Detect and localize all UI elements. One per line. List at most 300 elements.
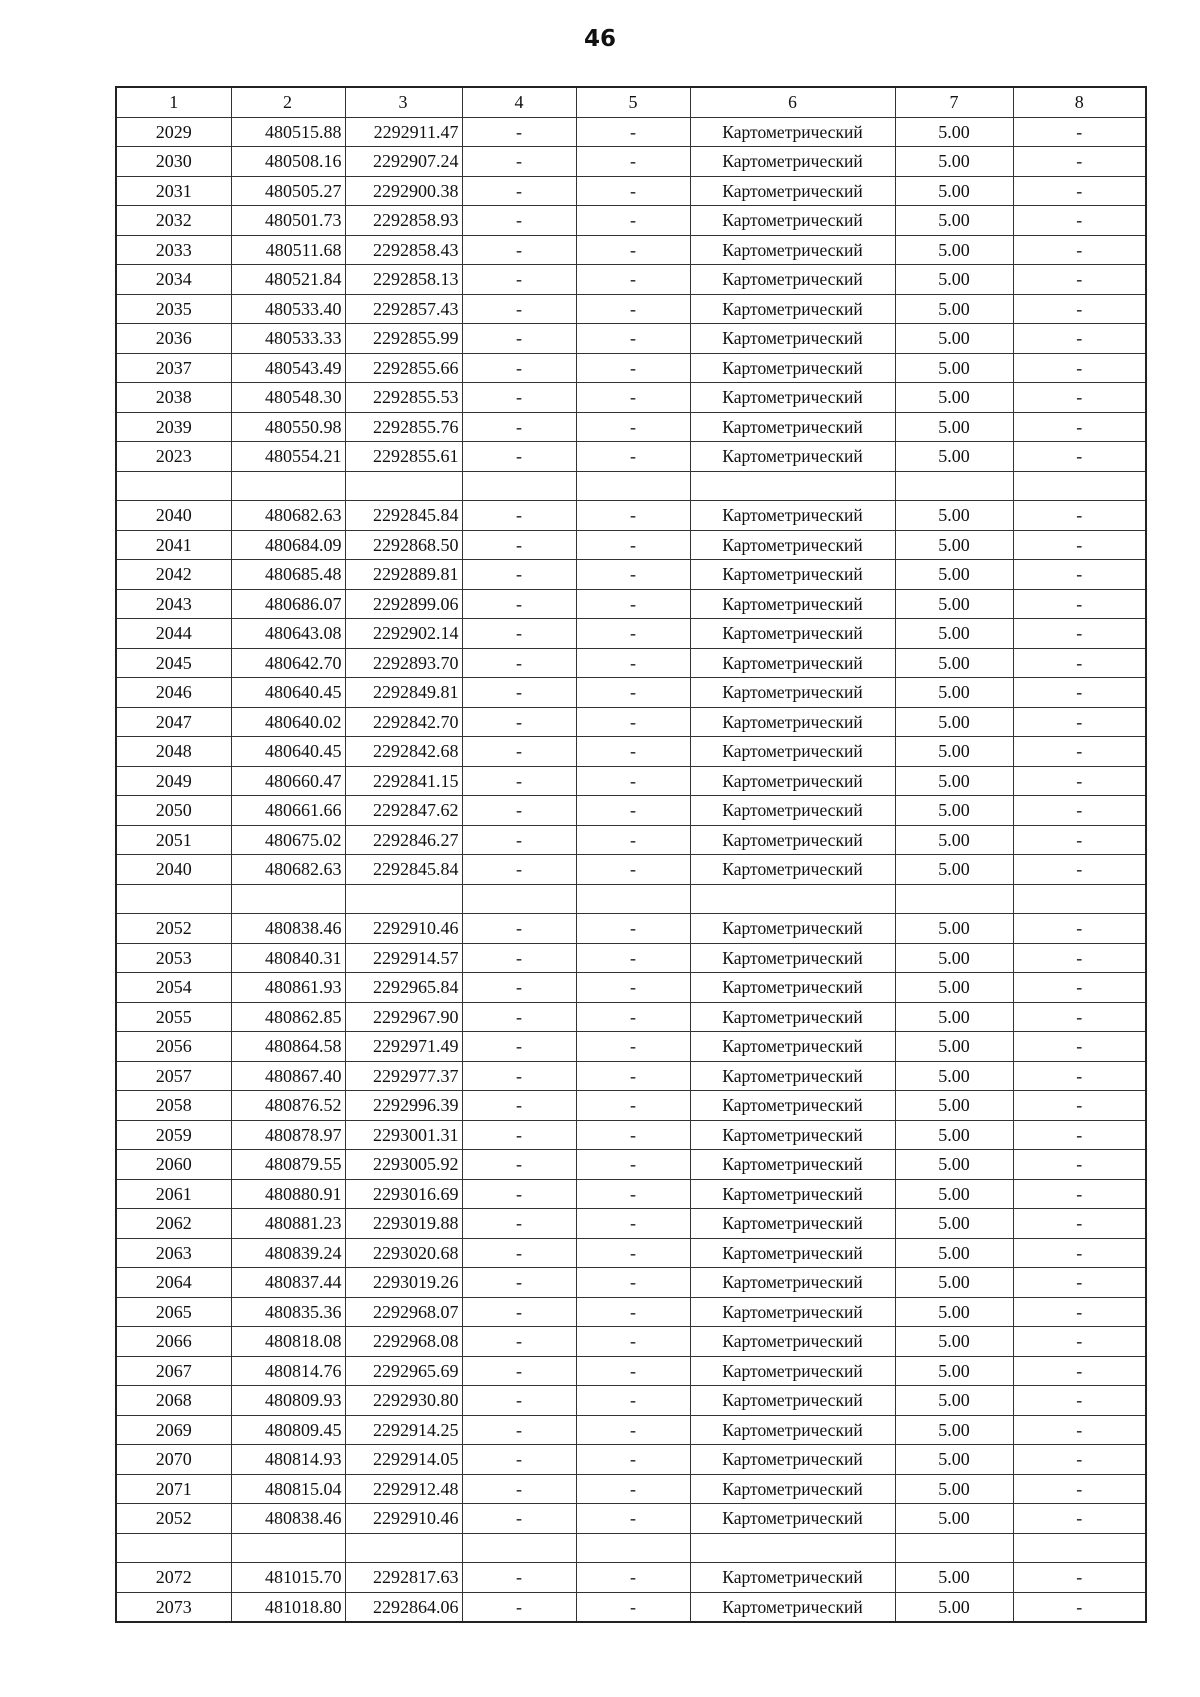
accuracy-cell: 5.00 [895, 1592, 1013, 1622]
col-8-cell: - [1013, 353, 1146, 383]
point-number-cell: 2052 [116, 1504, 231, 1534]
table-row [116, 383, 1146, 413]
point-number-cell: 2072 [116, 1563, 231, 1593]
table-row [116, 1002, 1146, 1032]
method-cell: Картометрический [690, 383, 895, 413]
point-number-cell: 2066 [116, 1327, 231, 1357]
method-cell: Картометрический [690, 914, 895, 944]
col-4-cell: - [462, 265, 576, 295]
accuracy-cell: 5.00 [895, 1563, 1013, 1593]
table-row [116, 1297, 1146, 1327]
table-row [116, 707, 1146, 737]
table-row [116, 1415, 1146, 1445]
accuracy-cell: 5.00 [895, 737, 1013, 767]
accuracy-cell: 5.00 [895, 265, 1013, 295]
table-row [116, 943, 1146, 973]
table-row [116, 1061, 1146, 1091]
accuracy-cell: 5.00 [895, 943, 1013, 973]
y-coordinate-cell: 2292846.27 [345, 825, 462, 855]
col-4-cell: - [462, 914, 576, 944]
col-8-cell: - [1013, 501, 1146, 531]
accuracy-cell: 5.00 [895, 117, 1013, 147]
col-5-cell: - [576, 707, 690, 737]
col-8-cell: - [1013, 825, 1146, 855]
accuracy-cell: 5.00 [895, 707, 1013, 737]
table-row [116, 324, 1146, 354]
point-number-cell: 2073 [116, 1592, 231, 1622]
col-4-cell [462, 884, 576, 914]
y-coordinate-cell: 2293001.31 [345, 1120, 462, 1150]
accuracy-cell: 5.00 [895, 1061, 1013, 1091]
x-coordinate-cell: 480809.93 [231, 1386, 345, 1416]
col-4-cell: - [462, 855, 576, 885]
method-cell: Картометрический [690, 648, 895, 678]
table-row [116, 1356, 1146, 1386]
col-8-cell: - [1013, 1563, 1146, 1593]
method-cell: Картометрический [690, 324, 895, 354]
table-row [116, 973, 1146, 1003]
x-coordinate-cell: 480554.21 [231, 442, 345, 472]
col-8-cell: - [1013, 1179, 1146, 1209]
method-cell: Картометрический [690, 501, 895, 531]
x-coordinate-cell: 480861.93 [231, 973, 345, 1003]
col-5-cell: - [576, 914, 690, 944]
col-4-cell: - [462, 973, 576, 1003]
y-coordinate-cell: 2292965.84 [345, 973, 462, 1003]
y-coordinate-cell: 2292845.84 [345, 501, 462, 531]
col-5-cell: - [576, 383, 690, 413]
accuracy-cell [895, 1533, 1013, 1563]
method-cell: Картометрический [690, 619, 895, 649]
col-4-cell: - [462, 147, 576, 177]
col-4-cell: - [462, 1297, 576, 1327]
x-coordinate-cell: 480881.23 [231, 1209, 345, 1239]
col-4-cell: - [462, 1563, 576, 1593]
col-4-cell: - [462, 943, 576, 973]
method-cell: Картометрический [690, 1209, 895, 1239]
method-cell: Картометрический [690, 796, 895, 826]
x-coordinate-cell [231, 471, 345, 501]
y-coordinate-cell: 2292968.08 [345, 1327, 462, 1357]
y-coordinate-cell: 2292868.50 [345, 530, 462, 560]
method-cell: Картометрический [690, 1327, 895, 1357]
table-row [116, 1120, 1146, 1150]
y-coordinate-cell: 2292967.90 [345, 1002, 462, 1032]
method-cell: Картометрический [690, 442, 895, 472]
x-coordinate-cell: 480548.30 [231, 383, 345, 413]
x-coordinate-cell: 480837.44 [231, 1268, 345, 1298]
y-coordinate-cell: 2292912.48 [345, 1474, 462, 1504]
y-coordinate-cell: 2292855.53 [345, 383, 462, 413]
col-5-cell: - [576, 1179, 690, 1209]
x-coordinate-cell: 480815.04 [231, 1474, 345, 1504]
point-number-cell: 2070 [116, 1445, 231, 1475]
x-coordinate-cell [231, 884, 345, 914]
method-cell: Картометрический [690, 766, 895, 796]
table-row [116, 530, 1146, 560]
col-4-cell: - [462, 648, 576, 678]
y-coordinate-cell: 2292817.63 [345, 1563, 462, 1593]
table-row [116, 235, 1146, 265]
col-4-cell: - [462, 589, 576, 619]
x-coordinate-cell: 480521.84 [231, 265, 345, 295]
table-row [116, 1386, 1146, 1416]
accuracy-cell: 5.00 [895, 412, 1013, 442]
col-4-cell: - [462, 619, 576, 649]
point-number-cell: 2040 [116, 501, 231, 531]
col-4-cell: - [462, 1327, 576, 1357]
accuracy-cell: 5.00 [895, 294, 1013, 324]
point-number-cell: 2035 [116, 294, 231, 324]
col-8-cell: - [1013, 1002, 1146, 1032]
table-row [116, 353, 1146, 383]
method-cell: Картометрический [690, 1474, 895, 1504]
method-cell: Картометрический [690, 1445, 895, 1475]
col-4-cell: - [462, 1032, 576, 1062]
x-coordinate-cell: 480511.68 [231, 235, 345, 265]
col-8-cell: - [1013, 560, 1146, 590]
method-cell: Картометрический [690, 855, 895, 885]
accuracy-cell: 5.00 [895, 796, 1013, 826]
col-4-cell: - [462, 412, 576, 442]
col-8-cell: - [1013, 1592, 1146, 1622]
point-number-cell: 2036 [116, 324, 231, 354]
col-8-cell: - [1013, 619, 1146, 649]
method-cell: Картометрический [690, 973, 895, 1003]
col-5-cell: - [576, 147, 690, 177]
col-8-cell: - [1013, 265, 1146, 295]
x-coordinate-cell: 480840.31 [231, 943, 345, 973]
accuracy-cell: 5.00 [895, 1238, 1013, 1268]
point-number-cell [116, 471, 231, 501]
col-8-cell: - [1013, 1327, 1146, 1357]
point-number-cell: 2037 [116, 353, 231, 383]
col-5-cell: - [576, 560, 690, 590]
point-number-cell: 2059 [116, 1120, 231, 1150]
x-coordinate-cell: 480515.88 [231, 117, 345, 147]
x-coordinate-cell: 480533.40 [231, 294, 345, 324]
x-coordinate-cell: 480640.45 [231, 678, 345, 708]
accuracy-cell: 5.00 [895, 501, 1013, 531]
x-coordinate-cell: 480879.55 [231, 1150, 345, 1180]
accuracy-cell: 5.00 [895, 353, 1013, 383]
column-header-7: 7 [895, 87, 1013, 117]
col-8-cell: - [1013, 1268, 1146, 1298]
accuracy-cell: 5.00 [895, 1297, 1013, 1327]
table-row [116, 1091, 1146, 1121]
column-header-3: 3 [345, 87, 462, 117]
x-coordinate-cell: 480543.49 [231, 353, 345, 383]
y-coordinate-cell: 2292914.05 [345, 1445, 462, 1475]
y-coordinate-cell: 2293016.69 [345, 1179, 462, 1209]
table-row [116, 619, 1146, 649]
table-row [116, 678, 1146, 708]
table-row [116, 1238, 1146, 1268]
col-4-cell: - [462, 294, 576, 324]
x-coordinate-cell: 480660.47 [231, 766, 345, 796]
method-cell [690, 471, 895, 501]
accuracy-cell: 5.00 [895, 1002, 1013, 1032]
y-coordinate-cell: 2292977.37 [345, 1061, 462, 1091]
column-header-2: 2 [231, 87, 345, 117]
method-cell: Картометрический [690, 1120, 895, 1150]
x-coordinate-cell: 480533.33 [231, 324, 345, 354]
table-separator-row [116, 1533, 1146, 1563]
y-coordinate-cell: 2292857.43 [345, 294, 462, 324]
accuracy-cell: 5.00 [895, 1445, 1013, 1475]
y-coordinate-cell: 2292996.39 [345, 1091, 462, 1121]
col-4-cell: - [462, 383, 576, 413]
y-coordinate-cell: 2292914.57 [345, 943, 462, 973]
col-8-cell: - [1013, 235, 1146, 265]
accuracy-cell: 5.00 [895, 1091, 1013, 1121]
col-5-cell: - [576, 1002, 690, 1032]
accuracy-cell: 5.00 [895, 1150, 1013, 1180]
col-8-cell: - [1013, 1238, 1146, 1268]
point-number-cell: 2052 [116, 914, 231, 944]
col-8-cell: - [1013, 1504, 1146, 1534]
method-cell: Картометрический [690, 678, 895, 708]
table-row [116, 1474, 1146, 1504]
accuracy-cell: 5.00 [895, 1032, 1013, 1062]
col-5-cell: - [576, 973, 690, 1003]
accuracy-cell: 5.00 [895, 147, 1013, 177]
table-row [116, 117, 1146, 147]
col-8-cell: - [1013, 589, 1146, 619]
point-number-cell: 2054 [116, 973, 231, 1003]
y-coordinate-cell: 2292902.14 [345, 619, 462, 649]
method-cell: Картометрический [690, 1238, 895, 1268]
x-coordinate-cell: 480508.16 [231, 147, 345, 177]
col-5-cell [576, 471, 690, 501]
col-5-cell: - [576, 501, 690, 531]
col-5-cell: - [576, 1061, 690, 1091]
method-cell: Картометрический [690, 1032, 895, 1062]
point-number-cell: 2041 [116, 530, 231, 560]
method-cell: Картометрический [690, 943, 895, 973]
y-coordinate-cell: 2292847.62 [345, 796, 462, 826]
method-cell: Картометрический [690, 530, 895, 560]
point-number-cell: 2032 [116, 206, 231, 236]
col-4-cell: - [462, 1386, 576, 1416]
point-number-cell: 2058 [116, 1091, 231, 1121]
y-coordinate-cell: 2292971.49 [345, 1032, 462, 1062]
accuracy-cell: 5.00 [895, 1327, 1013, 1357]
table-row [116, 147, 1146, 177]
col-8-cell: - [1013, 1474, 1146, 1504]
col-8-cell: - [1013, 1209, 1146, 1239]
accuracy-cell: 5.00 [895, 176, 1013, 206]
y-coordinate-cell: 2292893.70 [345, 648, 462, 678]
col-5-cell: - [576, 1563, 690, 1593]
col-4-cell: - [462, 176, 576, 206]
col-5-cell: - [576, 176, 690, 206]
col-4-cell: - [462, 1592, 576, 1622]
col-5-cell: - [576, 1356, 690, 1386]
x-coordinate-cell: 480675.02 [231, 825, 345, 855]
point-number-cell: 2043 [116, 589, 231, 619]
x-coordinate-cell: 480862.85 [231, 1002, 345, 1032]
accuracy-cell: 5.00 [895, 766, 1013, 796]
accuracy-cell: 5.00 [895, 1268, 1013, 1298]
point-number-cell: 2047 [116, 707, 231, 737]
y-coordinate-cell: 2292965.69 [345, 1356, 462, 1386]
col-4-cell: - [462, 825, 576, 855]
col-8-cell: - [1013, 1091, 1146, 1121]
method-cell: Картометрический [690, 825, 895, 855]
col-4-cell: - [462, 353, 576, 383]
col-8-cell: - [1013, 1356, 1146, 1386]
method-cell: Картометрический [690, 1179, 895, 1209]
table-row [116, 1179, 1146, 1209]
table-separator-row [116, 471, 1146, 501]
col-5-cell: - [576, 1032, 690, 1062]
y-coordinate-cell: 2292910.46 [345, 914, 462, 944]
accuracy-cell: 5.00 [895, 1356, 1013, 1386]
point-number-cell: 2071 [116, 1474, 231, 1504]
col-5-cell: - [576, 353, 690, 383]
accuracy-cell: 5.00 [895, 383, 1013, 413]
col-8-cell: - [1013, 383, 1146, 413]
col-5-cell: - [576, 855, 690, 885]
method-cell: Картометрический [690, 1061, 895, 1091]
method-cell: Картометрический [690, 176, 895, 206]
page-number: 46 [583, 26, 616, 52]
table-row [116, 1209, 1146, 1239]
point-number-cell: 2046 [116, 678, 231, 708]
col-5-cell [576, 884, 690, 914]
col-5-cell: - [576, 1268, 690, 1298]
col-8-cell: - [1013, 796, 1146, 826]
col-8-cell: - [1013, 324, 1146, 354]
col-8-cell: - [1013, 530, 1146, 560]
col-8-cell: - [1013, 1415, 1146, 1445]
x-coordinate-cell: 480864.58 [231, 1032, 345, 1062]
point-number-cell: 2061 [116, 1179, 231, 1209]
point-number-cell: 2063 [116, 1238, 231, 1268]
point-number-cell: 2033 [116, 235, 231, 265]
col-5-cell: - [576, 619, 690, 649]
method-cell: Картометрический [690, 117, 895, 147]
table-row [116, 1445, 1146, 1475]
x-coordinate-cell: 480838.46 [231, 914, 345, 944]
point-number-cell: 2044 [116, 619, 231, 649]
table-row [116, 1150, 1146, 1180]
col-5-cell: - [576, 1091, 690, 1121]
method-cell: Картометрический [690, 1592, 895, 1622]
col-4-cell: - [462, 796, 576, 826]
col-8-cell [1013, 1533, 1146, 1563]
table-row [116, 265, 1146, 295]
point-number-cell: 2048 [116, 737, 231, 767]
col-4-cell: - [462, 501, 576, 531]
col-5-cell: - [576, 1474, 690, 1504]
col-4-cell: - [462, 1238, 576, 1268]
y-coordinate-cell: 2292858.13 [345, 265, 462, 295]
y-coordinate-cell: 2292855.61 [345, 442, 462, 472]
table-row [116, 1032, 1146, 1062]
y-coordinate-cell [345, 1533, 462, 1563]
column-header-1: 1 [116, 87, 231, 117]
table-row [116, 176, 1146, 206]
accuracy-cell: 5.00 [895, 589, 1013, 619]
x-coordinate-cell: 480661.66 [231, 796, 345, 826]
col-8-cell: - [1013, 176, 1146, 206]
col-5-cell: - [576, 265, 690, 295]
x-coordinate-cell: 480876.52 [231, 1091, 345, 1121]
col-5-cell: - [576, 235, 690, 265]
accuracy-cell: 5.00 [895, 442, 1013, 472]
point-number-cell: 2030 [116, 147, 231, 177]
col-5-cell: - [576, 1327, 690, 1357]
accuracy-cell: 5.00 [895, 1504, 1013, 1534]
y-coordinate-cell: 2292858.43 [345, 235, 462, 265]
y-coordinate-cell: 2292855.99 [345, 324, 462, 354]
point-number-cell: 2031 [116, 176, 231, 206]
method-cell: Картометрический [690, 1297, 895, 1327]
method-cell: Картометрический [690, 353, 895, 383]
point-number-cell: 2040 [116, 855, 231, 885]
accuracy-cell: 5.00 [895, 1474, 1013, 1504]
col-5-cell: - [576, 1504, 690, 1534]
col-8-cell: - [1013, 117, 1146, 147]
col-8-cell: - [1013, 707, 1146, 737]
accuracy-cell: 5.00 [895, 1415, 1013, 1445]
accuracy-cell: 5.00 [895, 1120, 1013, 1150]
col-5-cell: - [576, 294, 690, 324]
col-4-cell: - [462, 560, 576, 590]
method-cell: Картометрический [690, 1002, 895, 1032]
x-coordinate-cell: 480640.02 [231, 707, 345, 737]
y-coordinate-cell: 2292842.68 [345, 737, 462, 767]
x-coordinate-cell: 480809.45 [231, 1415, 345, 1445]
col-5-cell: - [576, 1386, 690, 1416]
col-8-cell: - [1013, 412, 1146, 442]
col-5-cell: - [576, 678, 690, 708]
y-coordinate-cell: 2292900.38 [345, 176, 462, 206]
y-coordinate-cell: 2292858.93 [345, 206, 462, 236]
col-4-cell [462, 1533, 576, 1563]
col-4-cell [462, 471, 576, 501]
y-coordinate-cell: 2292855.66 [345, 353, 462, 383]
col-4-cell: - [462, 678, 576, 708]
table-row [116, 501, 1146, 531]
col-4-cell: - [462, 1504, 576, 1534]
x-coordinate-cell: 480839.24 [231, 1238, 345, 1268]
col-4-cell: - [462, 737, 576, 767]
col-8-cell [1013, 471, 1146, 501]
col-4-cell: - [462, 766, 576, 796]
col-8-cell: - [1013, 1120, 1146, 1150]
table-body [116, 87, 1146, 1622]
col-8-cell: - [1013, 737, 1146, 767]
table-header-row [116, 87, 1146, 117]
y-coordinate-cell: 2292845.84 [345, 855, 462, 885]
table-row [116, 560, 1146, 590]
x-coordinate-cell: 480814.93 [231, 1445, 345, 1475]
point-number-cell: 2055 [116, 1002, 231, 1032]
method-cell [690, 884, 895, 914]
col-8-cell: - [1013, 766, 1146, 796]
column-header-6: 6 [690, 87, 895, 117]
col-5-cell: - [576, 1238, 690, 1268]
x-coordinate-cell: 480867.40 [231, 1061, 345, 1091]
method-cell: Картометрический [690, 412, 895, 442]
method-cell: Картометрический [690, 235, 895, 265]
col-5-cell: - [576, 1297, 690, 1327]
table-row [116, 648, 1146, 678]
point-number-cell: 2067 [116, 1356, 231, 1386]
